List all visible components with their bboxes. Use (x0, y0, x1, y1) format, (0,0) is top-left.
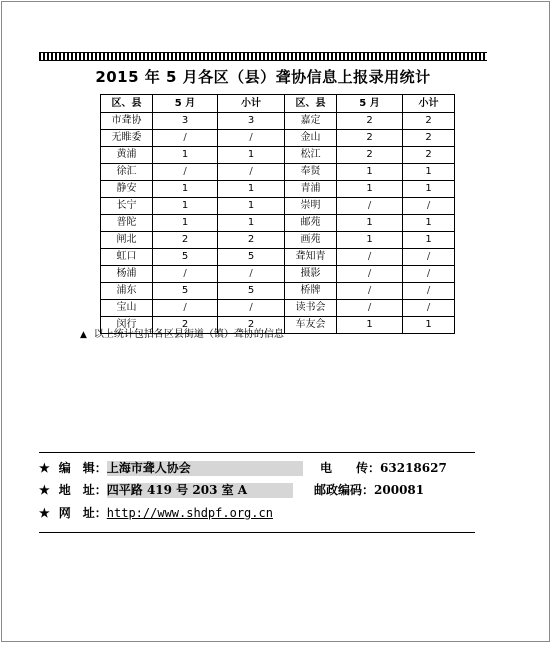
table-row (101, 249, 455, 266)
count-cell: / (337, 249, 403, 266)
count-cell: 1 (218, 181, 285, 198)
editor-label: 编 辑： (58, 461, 107, 475)
table-note (80, 325, 284, 340)
triangle-icon: ▲ (80, 330, 87, 340)
district-cell: 奉贤 (285, 164, 337, 181)
count-cell: 1 (153, 147, 218, 164)
district-cell: 静安 (101, 181, 153, 198)
count-cell: / (403, 300, 455, 317)
count-cell: 1 (337, 215, 403, 232)
district-cell: 松江 (285, 147, 337, 164)
address-value: 四平路 419 号 203 室 A (107, 483, 293, 498)
count-cell: 2 (337, 113, 403, 130)
count-cell: 5 (218, 249, 285, 266)
footer-rule-top (39, 452, 475, 453)
count-cell: 1 (218, 147, 285, 164)
count-cell: 1 (403, 181, 455, 198)
count-cell: 1 (337, 181, 403, 198)
website-label: 网 址： (58, 506, 107, 520)
count-cell: 2 (153, 317, 218, 334)
count-cell: / (337, 198, 403, 215)
count-cell: 3 (218, 113, 285, 130)
district-cell: 青浦 (285, 181, 337, 198)
count-cell: 1 (218, 198, 285, 215)
table-row (101, 198, 455, 215)
count-cell: / (218, 130, 285, 147)
count-cell: 2 (153, 232, 218, 249)
count-cell: / (337, 300, 403, 317)
count-cell: / (153, 266, 218, 283)
table-row (101, 232, 455, 249)
count-cell: 1 (153, 198, 218, 215)
star-icon: ★ (39, 506, 50, 520)
count-cell: 1 (403, 215, 455, 232)
postcode-value: 200081 (374, 483, 425, 497)
count-cell: 2 (403, 130, 455, 147)
count-cell: 2 (403, 113, 455, 130)
table-row (101, 215, 455, 232)
phone-field (320, 461, 447, 476)
count-cell: 1 (337, 164, 403, 181)
stats-table (100, 94, 455, 334)
address-label: 地 址： (58, 483, 107, 497)
table-row (101, 181, 455, 198)
count-cell: 1 (153, 215, 218, 232)
district-cell: 嘉定 (285, 113, 337, 130)
column-header: 小计 (218, 95, 285, 113)
count-cell: / (218, 164, 285, 181)
table-row (101, 164, 455, 181)
star-icon: ★ (39, 483, 50, 497)
district-cell: 黄浦 (101, 147, 153, 164)
phone-value: 63218627 (380, 461, 447, 475)
phone-label: 电 传： (320, 461, 381, 475)
address-row (39, 483, 293, 498)
count-cell: / (218, 300, 285, 317)
district-cell: 金山 (285, 130, 337, 147)
count-cell: / (153, 130, 218, 147)
count-cell: 1 (403, 232, 455, 249)
table-row (101, 300, 455, 317)
note-text: 以上统计包括各区县街道（镇）聋协的信息 (93, 329, 284, 340)
district-cell: 桥牌 (285, 283, 337, 300)
postcode-field (314, 483, 424, 498)
district-cell: 读书会 (285, 300, 337, 317)
table-row (101, 130, 455, 147)
count-cell: 1 (153, 181, 218, 198)
district-cell: 市聋协 (101, 113, 153, 130)
count-cell: / (153, 164, 218, 181)
count-cell: / (403, 266, 455, 283)
count-cell: / (403, 283, 455, 300)
count-cell: / (403, 249, 455, 266)
count-cell: 5 (153, 283, 218, 300)
district-cell: 浦东 (101, 283, 153, 300)
district-cell: 虹口 (101, 249, 153, 266)
table-row (101, 147, 455, 164)
editor-row (39, 461, 303, 476)
column-header: 区、县 (285, 95, 337, 113)
postcode-label: 邮政编码： (314, 483, 375, 497)
count-cell: 1 (218, 215, 285, 232)
count-cell: 2 (337, 147, 403, 164)
district-cell: 闵行 (101, 317, 153, 334)
count-cell: / (218, 266, 285, 283)
count-cell: / (337, 283, 403, 300)
count-cell: / (337, 266, 403, 283)
count-cell: / (153, 300, 218, 317)
website-row (39, 506, 273, 521)
count-cell: 1 (403, 317, 455, 334)
website-link[interactable]: http://www.shdpf.org.cn (106, 506, 273, 520)
district-cell: 邮苑 (285, 215, 337, 232)
district-cell: 杨浦 (101, 266, 153, 283)
decorative-band (39, 52, 487, 61)
table-row (101, 266, 455, 283)
count-cell: 2 (337, 130, 403, 147)
count-cell: / (403, 198, 455, 215)
district-cell: 画苑 (285, 232, 337, 249)
district-cell: 摄影 (285, 266, 337, 283)
column-header: 小计 (403, 95, 455, 113)
count-cell: 3 (153, 113, 218, 130)
table-header-row (101, 95, 455, 113)
district-cell: 车友会 (285, 317, 337, 334)
district-cell: 聋知青 (285, 249, 337, 266)
district-cell: 崇明 (285, 198, 337, 215)
star-icon: ★ (39, 461, 50, 475)
column-header: 5 月 (153, 95, 218, 113)
column-header: 区、县 (101, 95, 153, 113)
district-cell: 普陀 (101, 215, 153, 232)
count-cell: 2 (218, 317, 285, 334)
table-row (101, 283, 455, 300)
editor-value: 上海市聋人协会 (107, 461, 303, 476)
count-cell: 1 (337, 317, 403, 334)
page-title: 2015 年 5 月各区（县）聋协信息上报录用统计 (95, 68, 431, 86)
table-row (101, 113, 455, 130)
count-cell: 5 (218, 283, 285, 300)
column-header: 5 月 (337, 95, 403, 113)
district-cell: 宝山 (101, 300, 153, 317)
count-cell: 2 (403, 147, 455, 164)
district-cell: 长宁 (101, 198, 153, 215)
count-cell: 5 (153, 249, 218, 266)
table-body (101, 113, 455, 334)
district-cell: 无睢委 (101, 130, 153, 147)
district-cell: 闸北 (101, 232, 153, 249)
count-cell: 1 (337, 232, 403, 249)
count-cell: 2 (218, 232, 285, 249)
footer-rule-bottom (39, 532, 475, 533)
district-cell: 徐汇 (101, 164, 153, 181)
count-cell: 1 (403, 164, 455, 181)
